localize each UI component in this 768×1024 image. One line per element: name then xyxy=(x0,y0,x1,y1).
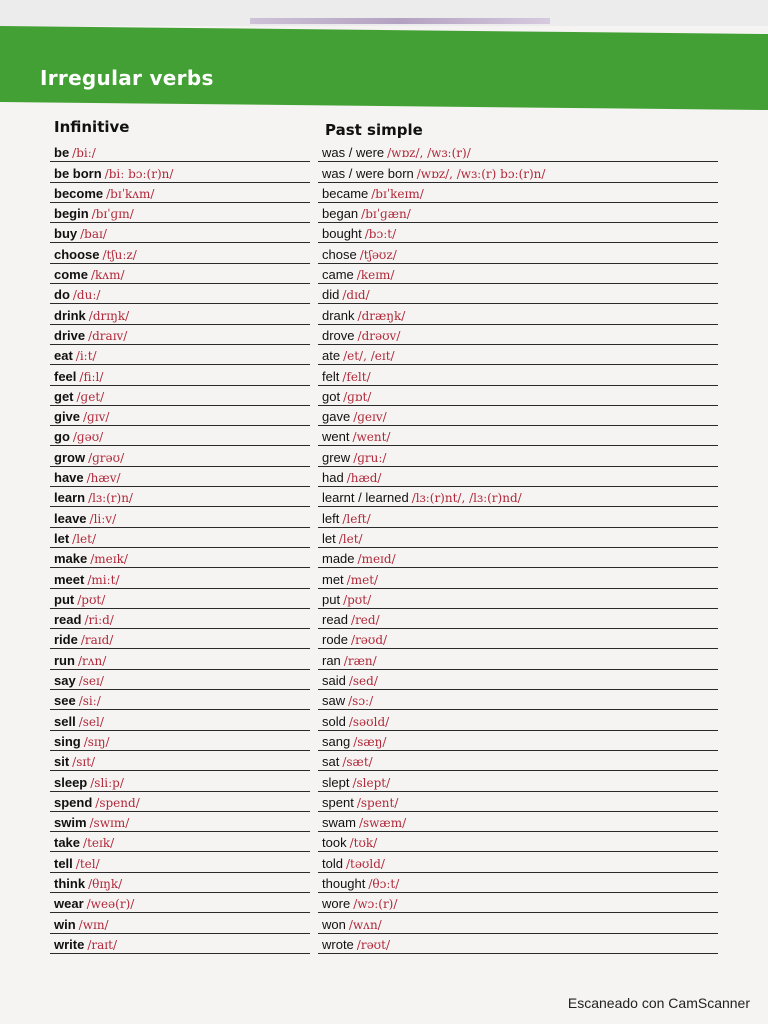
infinitive-cell xyxy=(54,673,104,688)
infinitive-cell xyxy=(54,308,129,323)
infinitive-phonetic: /ɡɪv/ xyxy=(83,410,110,425)
past-simple-phonetic: /wʌn/ xyxy=(348,917,382,932)
top-strip xyxy=(0,0,768,26)
table-row xyxy=(0,142,768,162)
infinitive-phonetic: /miːt/ xyxy=(87,572,120,587)
past-simple-word: bought xyxy=(322,226,362,242)
infinitive-phonetic: /meɪk/ xyxy=(90,552,128,567)
infinitive-cell xyxy=(54,389,104,404)
infinitive-phonetic: /tel/ xyxy=(75,856,100,871)
past-simple-word: took xyxy=(322,835,347,851)
past-simple-cell xyxy=(322,775,390,790)
past-simple-phonetic: /təʊld/ xyxy=(345,856,385,871)
infinitive-cell xyxy=(54,551,128,566)
past-simple-word: was / were born xyxy=(322,165,414,181)
infinitive-word: read xyxy=(54,612,82,628)
infinitive-phonetic: /kʌm/ xyxy=(90,268,125,283)
infinitive-phonetic: /pʊt/ xyxy=(77,592,106,607)
past-simple-cell xyxy=(322,267,394,282)
infinitive-phonetic: /ɡet/ xyxy=(76,389,105,404)
past-simple-phonetic: /meɪd/ xyxy=(357,552,396,567)
table-row xyxy=(0,792,768,812)
infinitive-phonetic: /let/ xyxy=(72,531,97,546)
table-row xyxy=(0,528,768,548)
table-row xyxy=(0,284,768,304)
past-simple-cell xyxy=(322,348,395,363)
past-simple-header: Past simple xyxy=(325,121,423,139)
past-simple-cell xyxy=(322,490,522,505)
past-simple-word: did xyxy=(322,287,340,303)
past-simple-word: felt xyxy=(322,368,340,384)
past-simple-cell xyxy=(322,470,381,485)
table-row xyxy=(0,913,768,933)
past-simple-phonetic: /keɪm/ xyxy=(356,268,395,283)
past-simple-phonetic: /ræn/ xyxy=(343,653,377,668)
past-simple-word: sang xyxy=(322,733,351,749)
infinitive-word: ride xyxy=(54,632,78,648)
past-simple-word: grew xyxy=(322,449,351,465)
past-simple-cell xyxy=(322,145,471,160)
infinitive-cell xyxy=(54,267,124,282)
infinitive-phonetic: /iːt/ xyxy=(75,349,97,364)
past-simple-phonetic: /sɔː/ xyxy=(348,694,374,709)
infinitive-cell xyxy=(54,734,110,749)
past-simple-word: ran xyxy=(322,652,341,668)
past-simple-cell xyxy=(322,450,386,465)
infinitive-cell xyxy=(54,612,114,627)
infinitive-cell xyxy=(54,572,120,587)
table-row xyxy=(0,325,768,345)
infinitive-phonetic: /draɪv/ xyxy=(88,328,128,343)
past-simple-cell xyxy=(322,896,397,911)
past-simple-phonetic: /lɜː(r)nt/, /lɜː(r)nd/ xyxy=(411,491,522,506)
past-simple-cell xyxy=(322,247,397,262)
past-simple-cell xyxy=(322,308,405,323)
infinitive-cell xyxy=(54,145,96,160)
table-row xyxy=(0,568,768,588)
infinitive-phonetic: /wɪn/ xyxy=(78,917,109,932)
past-simple-cell xyxy=(322,531,363,546)
table-row xyxy=(0,365,768,385)
past-simple-word: sat xyxy=(322,754,340,770)
past-simple-word: thought xyxy=(322,875,366,891)
infinitive-phonetic: /biː bɔː(r)n/ xyxy=(104,166,174,181)
past-simple-cell xyxy=(322,572,378,587)
infinitive-word: do xyxy=(54,287,70,303)
past-simple-word: drank xyxy=(322,307,355,323)
row-rule-left xyxy=(50,953,310,954)
table-row xyxy=(0,771,768,791)
past-simple-word: went xyxy=(322,429,350,445)
past-simple-word: told xyxy=(322,855,343,871)
infinitive-phonetic: /bɪˈɡɪn/ xyxy=(91,207,134,222)
infinitive-phonetic: /teɪk/ xyxy=(83,836,115,851)
past-simple-word: put xyxy=(322,591,341,607)
scanner-watermark: Escaneado con CamScanner xyxy=(567,995,750,1011)
past-simple-phonetic: /ɡeɪv/ xyxy=(353,410,387,425)
past-simple-cell xyxy=(322,673,378,688)
past-simple-cell xyxy=(322,795,398,810)
infinitive-word: write xyxy=(54,936,85,952)
infinitive-phonetic: /lɜː(r)n/ xyxy=(88,491,133,506)
infinitive-word: drink xyxy=(54,307,86,323)
row-rule-right xyxy=(318,953,718,954)
past-simple-word: said xyxy=(322,673,346,689)
past-simple-phonetic: /bɪˈkeɪm/ xyxy=(371,186,424,201)
past-simple-cell xyxy=(322,632,387,647)
table-row xyxy=(0,467,768,487)
infinitive-cell xyxy=(54,835,114,850)
infinitive-word: leave xyxy=(54,510,87,526)
table-row xyxy=(0,203,768,223)
past-simple-word: swam xyxy=(322,815,356,831)
table-row xyxy=(0,670,768,690)
top-edge-decoration xyxy=(250,18,550,24)
table-row xyxy=(0,873,768,893)
infinitive-word: drive xyxy=(54,327,86,343)
infinitive-word: eat xyxy=(54,348,73,364)
past-simple-word: saw xyxy=(322,693,346,709)
infinitive-cell xyxy=(54,369,103,384)
past-simple-phonetic: /left/ xyxy=(342,511,371,526)
infinitive-cell xyxy=(54,775,124,790)
past-simple-word: got xyxy=(322,388,341,404)
infinitive-phonetic: /seɪ/ xyxy=(78,674,104,689)
infinitive-phonetic: /siː/ xyxy=(78,694,101,709)
infinitive-cell xyxy=(54,653,106,668)
infinitive-word: go xyxy=(54,429,70,445)
table-row xyxy=(0,406,768,426)
infinitive-word: get xyxy=(54,388,74,404)
infinitive-phonetic: /liːv/ xyxy=(89,511,117,526)
infinitive-word: see xyxy=(54,693,76,709)
table-row xyxy=(0,507,768,527)
table-row xyxy=(0,264,768,284)
infinitive-cell xyxy=(54,247,137,262)
infinitive-cell xyxy=(54,693,101,708)
past-simple-phonetic: /slept/ xyxy=(352,775,391,790)
table-row xyxy=(0,243,768,263)
past-simple-cell xyxy=(322,612,380,627)
table-row xyxy=(0,487,768,507)
past-simple-word: wrote xyxy=(322,936,354,952)
past-simple-word: let xyxy=(322,530,336,546)
infinitive-phonetic: /tʃuːz/ xyxy=(102,247,137,262)
past-simple-cell xyxy=(322,389,371,404)
past-simple-word: rode xyxy=(322,632,349,648)
past-simple-word: made xyxy=(322,551,355,567)
infinitive-word: learn xyxy=(54,490,86,506)
infinitive-word: sell xyxy=(54,713,76,729)
infinitive-word: become xyxy=(54,185,104,201)
past-simple-phonetic: /wɔː(r)/ xyxy=(353,897,398,912)
infinitive-cell xyxy=(54,470,121,485)
table-row xyxy=(0,629,768,649)
past-simple-word: became xyxy=(322,185,369,201)
infinitive-cell xyxy=(54,328,127,343)
infinitive-cell xyxy=(54,815,129,830)
infinitive-word: run xyxy=(54,652,75,668)
past-simple-word: was / were xyxy=(322,145,385,161)
past-simple-phonetic: /red/ xyxy=(351,613,380,628)
past-simple-cell xyxy=(322,287,370,302)
table-row xyxy=(0,893,768,913)
past-simple-cell xyxy=(322,937,390,952)
past-simple-cell xyxy=(322,693,373,708)
infinitive-phonetic: /weə(r)/ xyxy=(86,897,135,912)
infinitive-phonetic: /raɪd/ xyxy=(80,633,114,648)
past-simple-cell xyxy=(322,856,385,871)
past-simple-cell xyxy=(322,714,389,729)
past-simple-word: sold xyxy=(322,713,346,729)
table-row xyxy=(0,832,768,852)
past-simple-cell xyxy=(322,166,545,181)
infinitive-word: make xyxy=(54,551,88,567)
past-simple-word: slept xyxy=(322,774,350,790)
infinitive-word: sleep xyxy=(54,774,88,790)
past-simple-phonetic: /sæt/ xyxy=(342,755,373,770)
table-row xyxy=(0,690,768,710)
past-simple-word: won xyxy=(322,916,346,932)
infinitive-phonetic: /bɪˈkʌm/ xyxy=(106,186,155,201)
infinitive-cell xyxy=(54,186,154,201)
table-row xyxy=(0,345,768,365)
past-simple-word: spent xyxy=(322,794,354,810)
past-simple-cell xyxy=(322,186,424,201)
infinitive-phonetic: /swɪm/ xyxy=(89,816,130,831)
table-row xyxy=(0,609,768,629)
past-simple-phonetic: /went/ xyxy=(352,430,391,445)
past-simple-phonetic: /sed/ xyxy=(348,674,378,689)
past-simple-phonetic: /rəʊd/ xyxy=(351,633,388,648)
past-simple-cell xyxy=(322,592,371,607)
infinitive-cell xyxy=(54,632,113,647)
infinitive-cell xyxy=(54,896,134,911)
infinitive-phonetic: /rʌn/ xyxy=(77,653,107,668)
infinitive-cell xyxy=(54,206,134,221)
infinitive-word: spend xyxy=(54,794,93,810)
past-simple-phonetic: /bɔːt/ xyxy=(364,227,397,242)
infinitive-phonetic: /hæv/ xyxy=(86,471,121,486)
table-row xyxy=(0,589,768,609)
infinitive-word: win xyxy=(54,916,76,932)
page-title: Irregular verbs xyxy=(40,66,214,90)
infinitive-cell xyxy=(54,166,173,181)
infinitive-word: let xyxy=(54,530,70,546)
infinitive-word: grow xyxy=(54,449,86,465)
infinitive-cell xyxy=(54,917,109,932)
past-simple-cell xyxy=(322,551,396,566)
past-simple-cell xyxy=(322,815,406,830)
infinitive-phonetic: /sɪt/ xyxy=(72,755,96,770)
infinitive-word: meet xyxy=(54,571,85,587)
table-row xyxy=(0,223,768,243)
table-row xyxy=(0,852,768,872)
table-row xyxy=(0,751,768,771)
table-row xyxy=(0,183,768,203)
past-simple-cell xyxy=(322,328,400,343)
past-simple-phonetic: /pʊt/ xyxy=(343,592,372,607)
table-row xyxy=(0,710,768,730)
infinitive-cell xyxy=(54,450,124,465)
infinitive-cell xyxy=(54,348,97,363)
infinitive-word: swim xyxy=(54,815,87,831)
past-simple-cell xyxy=(322,369,371,384)
past-simple-word: chose xyxy=(322,246,357,262)
past-simple-cell xyxy=(322,226,396,241)
table-row xyxy=(0,162,768,182)
infinitive-word: wear xyxy=(54,896,84,912)
past-simple-word: wore xyxy=(322,896,351,912)
table-row xyxy=(0,304,768,324)
past-simple-phonetic: /met/ xyxy=(346,572,379,587)
infinitive-word: sing xyxy=(54,733,81,749)
past-simple-cell xyxy=(322,511,371,526)
infinitive-phonetic: /sliːp/ xyxy=(90,775,124,790)
infinitive-cell xyxy=(54,490,133,505)
infinitive-cell xyxy=(54,531,96,546)
past-simple-cell xyxy=(322,734,386,749)
infinitive-phonetic: /fiːl/ xyxy=(79,369,104,384)
infinitive-phonetic: /baɪ/ xyxy=(80,227,107,242)
past-simple-phonetic: /spent/ xyxy=(356,795,399,810)
infinitive-word: say xyxy=(54,673,76,689)
infinitive-word: be born xyxy=(54,165,102,181)
past-simple-cell xyxy=(322,835,377,850)
past-simple-phonetic: /bɪˈɡæn/ xyxy=(361,207,411,222)
table-row xyxy=(0,548,768,568)
infinitive-word: put xyxy=(54,591,75,607)
infinitive-phonetic: /θɪŋk/ xyxy=(88,876,123,891)
infinitive-cell xyxy=(54,511,116,526)
past-simple-word: learnt / learned xyxy=(322,490,409,506)
past-simple-phonetic: /swæm/ xyxy=(358,816,407,831)
infinitive-cell xyxy=(54,937,117,952)
past-simple-cell xyxy=(322,653,377,668)
past-simple-phonetic: /drəʊv/ xyxy=(357,328,401,343)
past-simple-word: drove xyxy=(322,327,355,343)
infinitive-word: be xyxy=(54,145,70,161)
past-simple-cell xyxy=(322,754,373,769)
infinitive-phonetic: /raɪt/ xyxy=(87,937,117,952)
infinitive-word: take xyxy=(54,835,81,851)
past-simple-word: gave xyxy=(322,409,351,425)
table-row xyxy=(0,812,768,832)
past-simple-cell xyxy=(322,409,387,424)
past-simple-cell xyxy=(322,917,382,932)
verb-table xyxy=(0,142,768,954)
past-simple-phonetic: /tʃəʊz/ xyxy=(359,247,397,262)
infinitive-phonetic: /ɡrəʊ/ xyxy=(88,450,125,465)
infinitive-cell xyxy=(54,592,105,607)
infinitive-phonetic: /ɡəʊ/ xyxy=(72,430,104,445)
infinitive-cell xyxy=(54,226,107,241)
table-row xyxy=(0,649,768,669)
infinitive-cell xyxy=(54,714,104,729)
past-simple-phonetic: /tʊk/ xyxy=(349,836,378,851)
infinitive-phonetic: /drɪŋk/ xyxy=(88,308,130,323)
infinitive-cell xyxy=(54,409,109,424)
past-simple-phonetic: /səʊld/ xyxy=(348,714,390,729)
table-row xyxy=(0,386,768,406)
infinitive-word: sit xyxy=(54,754,70,770)
infinitive-cell xyxy=(54,795,140,810)
table-row xyxy=(0,426,768,446)
infinitive-phonetic: /biː/ xyxy=(72,146,96,161)
table-row xyxy=(0,934,768,954)
past-simple-phonetic: /felt/ xyxy=(342,369,371,384)
infinitive-word: give xyxy=(54,409,81,425)
past-simple-phonetic: /ɡɒt/ xyxy=(343,389,372,404)
past-simple-word: ate xyxy=(322,348,341,364)
infinitive-phonetic: /sel/ xyxy=(78,714,104,729)
infinitive-word: have xyxy=(54,470,84,486)
past-simple-phonetic: /θɔːt/ xyxy=(368,876,400,891)
past-simple-phonetic: /wɒz/, /wɜː(r) bɔː(r)n/ xyxy=(416,166,546,181)
infinitive-cell xyxy=(54,876,122,891)
past-simple-word: began xyxy=(322,206,359,222)
past-simple-phonetic: /ɡruː/ xyxy=(353,450,387,465)
infinitive-phonetic: /spend/ xyxy=(95,795,140,810)
infinitive-cell xyxy=(54,287,100,302)
infinitive-word: buy xyxy=(54,226,78,242)
infinitive-word: feel xyxy=(54,368,77,384)
past-simple-word: met xyxy=(322,571,344,587)
infinitive-word: begin xyxy=(54,206,89,222)
infinitive-phonetic: /riːd/ xyxy=(84,613,114,628)
past-simple-phonetic: /wɒz/, /wɜː(r)/ xyxy=(387,146,471,161)
infinitive-phonetic: /duː/ xyxy=(72,288,101,303)
past-simple-word: came xyxy=(322,267,354,283)
infinitive-cell xyxy=(54,856,100,871)
table-row xyxy=(0,446,768,466)
table-row xyxy=(0,731,768,751)
past-simple-cell xyxy=(322,876,399,891)
past-simple-cell xyxy=(322,429,390,444)
past-simple-phonetic: /et/, /eɪt/ xyxy=(343,349,395,364)
past-simple-phonetic: /rəʊt/ xyxy=(356,937,390,952)
infinitive-cell xyxy=(54,754,95,769)
infinitive-word: tell xyxy=(54,855,73,871)
past-simple-word: left xyxy=(322,510,340,526)
infinitive-header: Infinitive xyxy=(54,118,130,136)
past-simple-phonetic: /hæd/ xyxy=(346,471,382,486)
past-simple-phonetic: /sæŋ/ xyxy=(353,734,387,749)
infinitive-word: choose xyxy=(54,246,100,262)
past-simple-phonetic: /let/ xyxy=(338,531,363,546)
infinitive-word: come xyxy=(54,267,88,283)
past-simple-cell xyxy=(322,206,411,221)
past-simple-phonetic: /dɪd/ xyxy=(342,288,370,303)
infinitive-cell xyxy=(54,429,103,444)
past-simple-phonetic: /dræŋk/ xyxy=(357,308,406,323)
past-simple-word: read xyxy=(322,612,349,628)
past-simple-word: had xyxy=(322,470,344,486)
infinitive-phonetic: /sɪŋ/ xyxy=(83,734,110,749)
infinitive-word: think xyxy=(54,875,86,891)
